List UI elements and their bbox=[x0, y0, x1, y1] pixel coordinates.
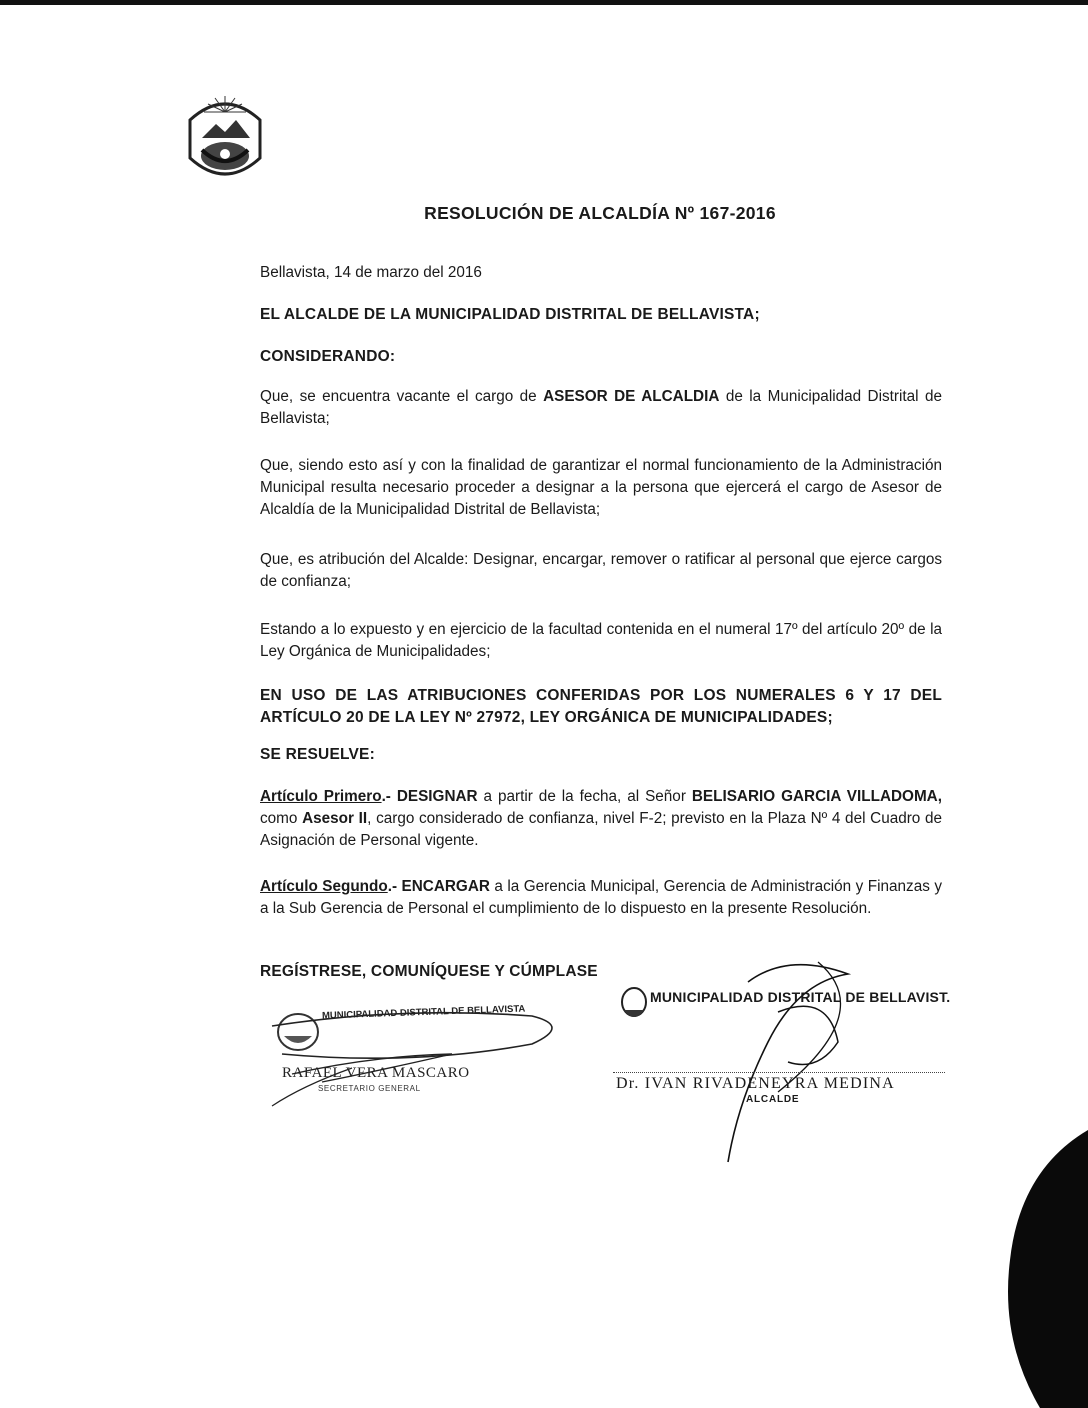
authority-heading: EL ALCALDE DE LA MUNICIPALIDAD DISTRITAL DE BELLAVISTA; bbox=[260, 306, 760, 323]
scan-top-border bbox=[0, 0, 1088, 5]
mayor-signature-icon bbox=[618, 952, 958, 1172]
secretary-stamp: MUNICIPALIDAD DISTRITAL DE BELLAVISTA bbox=[321, 1003, 526, 1022]
secretary-role: SECRETARIO GENERAL bbox=[318, 1084, 421, 1093]
paragraph-vacancy: Que, se encuentra vacante el cargo de ASESOR DE ALCALDIA de la Municipalidad Distrital de Bellavista; bbox=[260, 388, 942, 427]
scan-artifact-shadow bbox=[980, 1130, 1088, 1408]
municipal-seal-icon bbox=[182, 80, 268, 192]
article-one: Artículo Primero.- DESIGNAR a partir de la fecha, al Señor BELISARIO GARCIA VILLADOMA, como Asesor II, cargo considerado de confianza, nivel F-2; previsto en la Plaza Nº 4 del Cuadro de Asignación de Personal vigente. bbox=[260, 788, 943, 849]
mayor-role: ALCALDE bbox=[746, 1094, 800, 1105]
signature-line bbox=[613, 1072, 945, 1073]
article-two: Artículo Segundo.- ENCARGAR a la Gerencia Municipal, Gerencia de Administración y Finanzas y a la Sub Gerencia de Personal el cumplimiento de lo dispuesto en la presente Resolución. bbox=[260, 878, 942, 917]
date-line: Bellavista, 14 de marzo del 2016 bbox=[260, 264, 482, 281]
closing-formula: REGÍSTRESE, COMUNÍQUESE Y CÚMPLASE bbox=[260, 963, 598, 980]
paragraph-justification: Que, siendo esto así y con la finalidad de garantizar el normal funcionamiento de la Administración Municipal resulta necesario proceder a designar a la persona que ejercerá el cargo de Asesor de Alcaldía de la Municipalidad Distrital de Bellavista; bbox=[260, 457, 942, 518]
considerando-heading: CONSIDERANDO: bbox=[260, 348, 396, 365]
article-one-label: Artículo Primero bbox=[260, 788, 382, 805]
mayor-stamp: MUNICIPALIDAD DISTRITAL DE BELLAVIST. bbox=[650, 989, 951, 1005]
secretary-name: RAFAEL VERA MASCARO bbox=[282, 1065, 470, 1081]
article-two-label: Artículo Segundo bbox=[260, 878, 388, 895]
paragraph-attribution: Que, es atribución del Alcalde: Designar, encargar, remover o ratificar al personal que ejerce cargos de confianza; bbox=[260, 551, 942, 590]
document-title: RESOLUCIÓN DE ALCALDÍA Nº 167-2016 bbox=[424, 203, 776, 223]
paragraph-atribuciones: EN USO DE LAS ATRIBUCIONES CONFERIDAS POR LOS NUMERALES 6 Y 17 DEL ARTÍCULO 20 DE LA LEY Nº 27972, LEY ORGÁNICA DE MUNICIPALIDADES; bbox=[260, 687, 942, 726]
se-resuelve-heading: SE RESUELVE: bbox=[260, 746, 375, 763]
mayor-name: Dr. IVAN RIVADENEYRA MEDINA bbox=[616, 1075, 895, 1092]
paragraph-legal-basis: Estando a lo expuesto y en ejercicio de la facultad contenida en el numeral 17º del artículo 20º de la Ley Orgánica de Municipalidades; bbox=[260, 621, 942, 660]
